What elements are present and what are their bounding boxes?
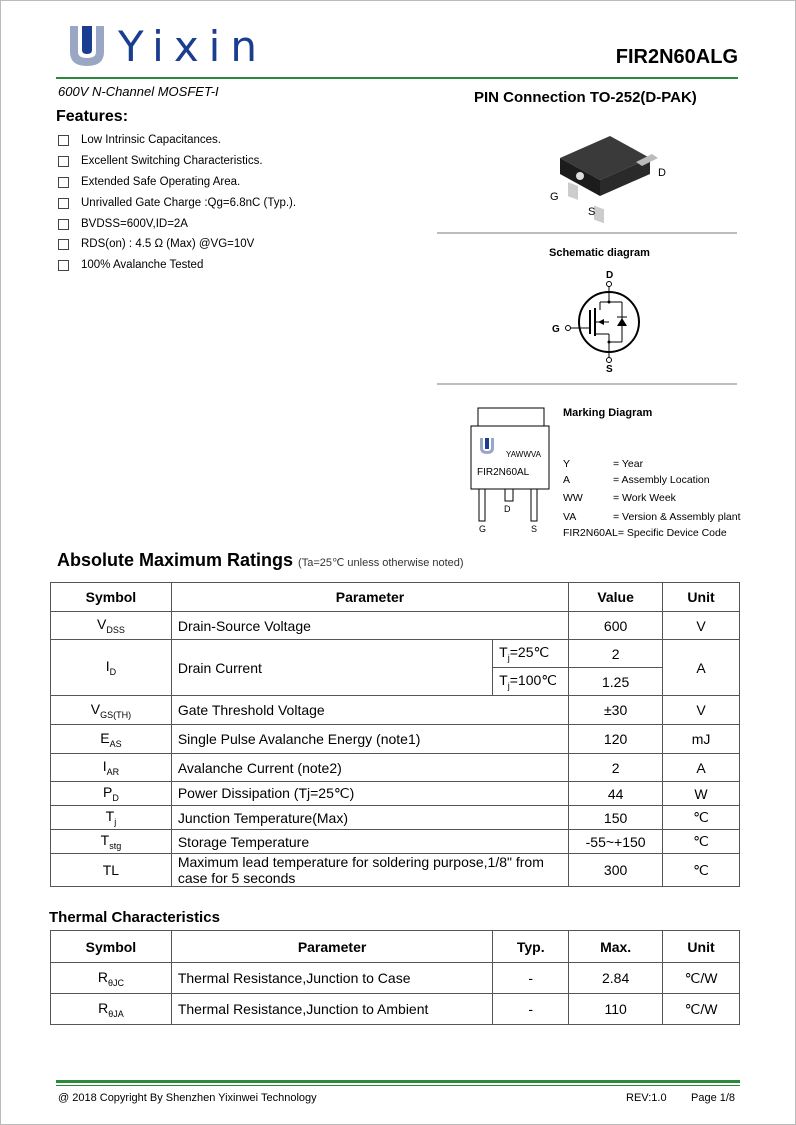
header-divider	[56, 77, 738, 79]
table-row: $V_{DSS}$ Drain-Source Voltage 600 V	[51, 612, 740, 640]
schematic-label-g: G	[552, 324, 560, 335]
logo	[64, 22, 110, 75]
schematic-label-d: D	[606, 270, 614, 281]
table-row: $I_{AR}$ Avalanche Current (note2) 2 A	[51, 754, 740, 782]
legend-item: A = Assembly Location	[563, 474, 710, 486]
col-symbol: Symbol	[51, 583, 172, 612]
mosfet-schematic-icon	[550, 266, 640, 374]
schematic-label-s: S	[606, 364, 613, 374]
checkbox-icon	[58, 135, 69, 146]
marking-chip-part: FIR2N60AL	[477, 467, 530, 478]
col-value: Value	[569, 583, 663, 612]
checkbox-icon	[58, 177, 69, 188]
table-row: $R_{\theta JA}$ Thermal Resistance,Junction to Ambient - 110 ℃/W	[51, 994, 740, 1025]
footer-divider	[56, 1080, 740, 1083]
revision: REV:1.0	[626, 1092, 667, 1104]
feature-item: Unrivalled Gate Charge :Qg=6.8nC (Typ.).	[58, 197, 296, 209]
table-row: $T_j$ Junction Temperature(Max) 150 ℃	[51, 806, 740, 830]
checkbox-icon	[58, 260, 69, 271]
checkbox-icon	[58, 156, 69, 167]
marking-title: Marking Diagram	[563, 407, 653, 419]
subtitle: 600V N-Channel MOSFET-I	[58, 84, 219, 99]
amr-table	[50, 582, 740, 887]
page-number: Page 1/8	[691, 1092, 736, 1104]
table-row: $I_D$ Drain Current $T_j=25℃$ 2 A	[51, 640, 740, 668]
thermal-title: Thermal Characteristics	[49, 909, 220, 926]
legend-item: Y = Year	[563, 458, 644, 470]
features-title: Features:	[56, 108, 129, 125]
marking-diagram-image	[468, 406, 552, 536]
feature-item: Extended Safe Operating Area.	[58, 176, 240, 188]
feature-item: BVDSS=600V,ID=2A	[58, 218, 188, 230]
section-divider	[437, 383, 737, 385]
amr-note: (Ta=25℃ unless otherwise noted)	[298, 557, 464, 569]
checkbox-icon	[58, 219, 69, 230]
table-row: $R_{\theta JC}$ Thermal Resistance,Junction to Case - 2.84 ℃/W	[51, 963, 740, 994]
schematic-title: Schematic diagram	[549, 247, 650, 259]
table-row: TL Maximum lead temperature for soldering purpose,1/8" from case for 5 seconds 300 ℃	[51, 854, 740, 887]
checkbox-icon	[58, 198, 69, 209]
feature-item: Excellent Switching Characteristics.	[58, 155, 263, 167]
table-row: $T_j=100℃$ 1.25	[51, 668, 740, 696]
package-pin-d: D	[658, 167, 666, 179]
table-header-row	[51, 583, 740, 612]
thermal-table	[50, 930, 740, 1025]
legend-item: VA = Version & Assembly plant	[563, 511, 741, 523]
table-row: $T_{stg}$ Storage Temperature -55~+150 ℃	[51, 830, 740, 854]
col-unit: Unit	[663, 583, 740, 612]
checkbox-icon	[58, 239, 69, 250]
copyright: @ 2018 Copyright By Shenzhen Yixinwei Technology	[58, 1092, 317, 1104]
table-header-row: Symbol Parameter Typ. Max. Unit	[51, 931, 740, 963]
feature-item: RDS(on) : 4.5 Ω (Max) @VG=10V	[58, 238, 254, 250]
marking-pin-d: D	[504, 504, 511, 514]
logo-text: Yixin	[118, 22, 267, 71]
col-parameter: Parameter	[171, 583, 568, 612]
marking-logo-icon	[480, 438, 494, 454]
legend-item: WW = Work Week	[563, 492, 676, 504]
marking-pin-g: G	[479, 524, 487, 534]
package-pin-s: S	[588, 206, 596, 218]
amr-title: Absolute Maximum Ratings (Ta=25℃ unless otherwise noted)	[57, 550, 464, 570]
table-row: $V_{GS(TH)}$ Gate Threshold Voltage ±30 V	[51, 696, 740, 725]
legend-item: FIR2N60AL= Specific Device Code	[563, 527, 727, 539]
feature-item: 100% Avalanche Tested	[58, 259, 203, 271]
table-row: $E_{AS}$ Single Pulse Avalanche Energy (note1) 120 mJ	[51, 725, 740, 754]
to252-package-image	[540, 128, 680, 223]
pin-connection-title: PIN Connection TO-252(D-PAK)	[474, 89, 697, 106]
package-pin-g: G	[550, 191, 559, 203]
logo-mark-icon	[64, 22, 110, 70]
feature-item: Low Intrinsic Capacitances.	[58, 134, 221, 146]
footer-divider-thin	[56, 1085, 740, 1086]
marking-chip-code: YAWWVA	[506, 450, 541, 459]
marking-pin-s: S	[531, 524, 538, 534]
table-row: $P_D$ Power Dissipation (Tj=25℃) 44 W	[51, 782, 740, 806]
section-divider	[437, 232, 737, 234]
part-number: FIR2N60ALG	[615, 46, 738, 68]
